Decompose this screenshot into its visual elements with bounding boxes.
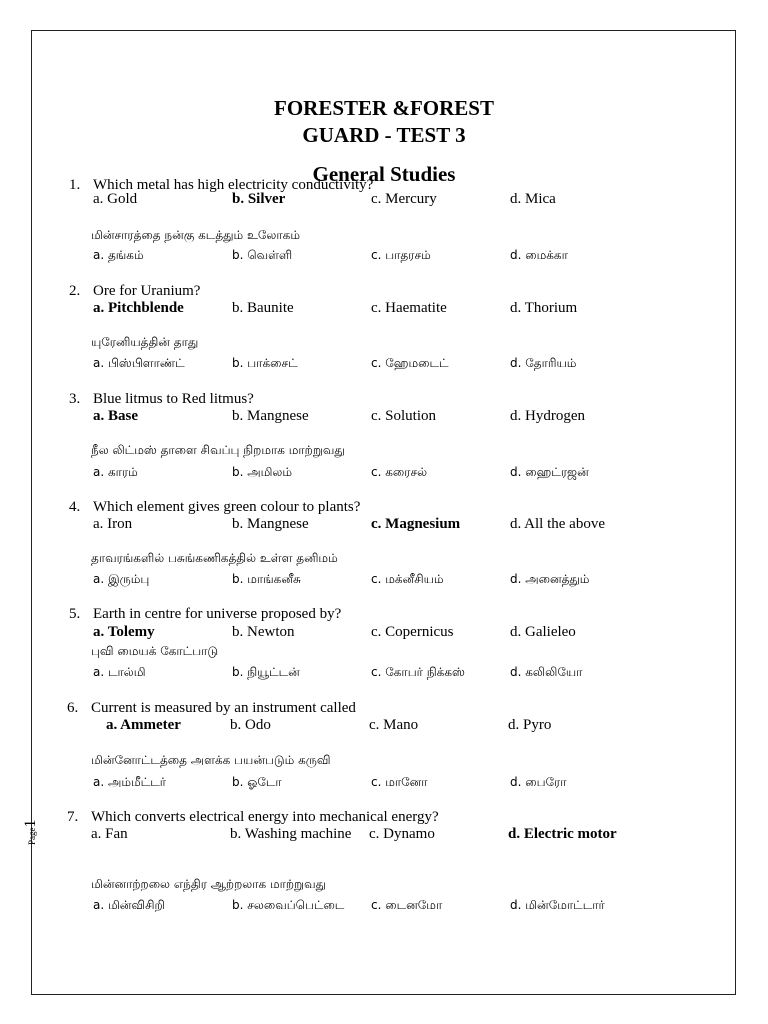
question-number: 5. — [69, 606, 81, 622]
tamil-answer-option: d. பைரோ — [510, 775, 567, 789]
tamil-question-text: புவி மையக் கோட்பாடு — [91, 644, 219, 658]
tamil-question-text: மின்னாற்றலை எந்திர ஆற்றலாக மாற்றுவது — [91, 877, 326, 891]
question-text: Earth in centre for universe proposed by? — [93, 606, 342, 622]
question-text: Which element gives green colour to plants? — [93, 499, 361, 515]
question-number: 6. — [67, 700, 79, 716]
answer-option: a. Iron — [93, 516, 133, 532]
answer-option: a. Pitchblende — [93, 300, 184, 316]
question-number: 4. — [69, 499, 81, 515]
answer-option: c. Copernicus — [371, 624, 454, 640]
answer-option: c. Magnesium — [371, 516, 461, 532]
subject-heading: General Studies — [312, 162, 456, 186]
page-title-line2: GUARD - TEST 3 — [302, 123, 466, 147]
answer-option: c. Dynamo — [369, 826, 435, 842]
question-text: Ore for Uranium? — [93, 283, 201, 299]
question-text: Which metal has high electricity conductivity? — [93, 177, 374, 193]
answer-option: a. Base — [93, 408, 138, 424]
answer-option: b. Mangnese — [232, 408, 309, 424]
question-number: 7. — [67, 809, 79, 825]
tamil-answer-option: b. நியூட்டன் — [232, 665, 300, 679]
tamil-question-text: யுரேனியத்தின் தாது — [91, 335, 199, 349]
page-number: 1 — [22, 819, 39, 828]
answer-option: d. Hydrogen — [510, 408, 585, 424]
tamil-answer-option: c. மக்னீசியம் — [371, 572, 444, 586]
tamil-answer-option: c. கரைசல் — [371, 465, 428, 479]
answer-option: d. Galieleo — [510, 624, 576, 640]
question-number: 1. — [69, 177, 81, 193]
tamil-answer-option: b. பாக்சைட் — [232, 356, 298, 370]
tamil-answer-option: d. மின்மோட்டார் — [510, 898, 605, 912]
answer-option: c. Solution — [371, 408, 437, 424]
tamil-answer-option: c. மானோ — [371, 775, 428, 789]
tamil-answer-option: d. ஹைட்ரஜன் — [510, 465, 589, 479]
tamil-answer-option: a. மின்விசிறி — [93, 898, 165, 912]
tamil-answer-option: a. அம்மீட்டர் — [93, 775, 167, 789]
tamil-answer-option: c. பாதரசம் — [371, 248, 431, 262]
question-text: Which converts electrical energy into mechanical energy? — [91, 809, 439, 825]
answer-option: c. Mercury — [371, 191, 437, 207]
tamil-question-text: மின்னோட்டத்தை அளக்க பயன்படும் கருவி — [91, 753, 331, 767]
answer-option: c. Haematite — [371, 300, 447, 316]
page-number-label — [22, 820, 40, 846]
tamil-answer-option: b. சலவைப்பெட்டை — [232, 898, 345, 912]
tamil-answer-option: a. பிஸ்பிளாண்ட் — [93, 356, 185, 370]
tamil-answer-option: b. ஓடோ — [232, 775, 282, 789]
tamil-answer-option: a. காரம் — [93, 465, 138, 479]
tamil-answer-option: d. மைக்கா — [510, 248, 568, 262]
answer-option: d. All the above — [510, 516, 605, 532]
tamil-answer-option: a. இரும்பு — [93, 572, 150, 586]
tamil-answer-option: a. தங்கம் — [93, 248, 144, 262]
answer-option: a. Ammeter — [106, 717, 181, 733]
tamil-answer-option: c. டைனமோ — [371, 898, 443, 912]
answer-option: a. Gold — [93, 191, 138, 207]
tamil-question-text: தாவரங்களில் பசுங்கணிகத்தில் உள்ள தனிமம் — [91, 551, 338, 565]
tamil-answer-option: b. அமிலம் — [232, 465, 293, 479]
tamil-answer-option: a. டால்மி — [93, 665, 146, 679]
tamil-answer-option: d. கலிலியோ — [510, 665, 583, 679]
tamil-answer-option: c. கோபர் நிக்கஸ் — [371, 665, 465, 679]
tamil-question-text: நீல லிட்மஸ் தாளை சிவப்பு நிறமாக மாற்றுவது — [91, 443, 345, 457]
answer-option: c. Mano — [369, 717, 419, 733]
answer-option: b. Newton — [232, 624, 295, 640]
answer-option: b. Mangnese — [232, 516, 309, 532]
tamil-question-text: மின்சாரத்தை நன்கு கடத்தும் உலோகம் — [91, 228, 300, 242]
page-title-line1: FORESTER &FOREST — [274, 96, 494, 120]
tamil-answer-option: b. வெள்ளி — [232, 248, 293, 262]
answer-option: b. Silver — [232, 191, 286, 207]
tamil-answer-option: c. ஹேமடைட் — [371, 356, 449, 370]
answer-option: d. Pyro — [508, 717, 552, 733]
page-word: Page — [27, 827, 37, 845]
answer-option: b. Washing machine — [230, 826, 352, 842]
answer-option: b. Baunite — [232, 300, 294, 316]
answer-option: a. Tolemy — [93, 624, 155, 640]
answer-option: d. Electric motor — [508, 826, 617, 842]
tamil-answer-option: d. அனைத்தும் — [510, 572, 590, 586]
question-text: Current is measured by an instrument called — [91, 700, 356, 716]
answer-option: d. Thorium — [510, 300, 578, 316]
question-number: 3. — [69, 391, 81, 407]
question-number: 2. — [69, 283, 81, 299]
answer-option: b. Odo — [230, 717, 271, 733]
tamil-answer-option: d. தோரியம் — [510, 356, 577, 370]
tamil-answer-option: b. மாங்கனீசு — [232, 572, 301, 586]
answer-option: d. Mica — [510, 191, 556, 207]
answer-option: a. Fan — [91, 826, 128, 842]
question-text: Blue litmus to Red litmus? — [93, 391, 254, 407]
